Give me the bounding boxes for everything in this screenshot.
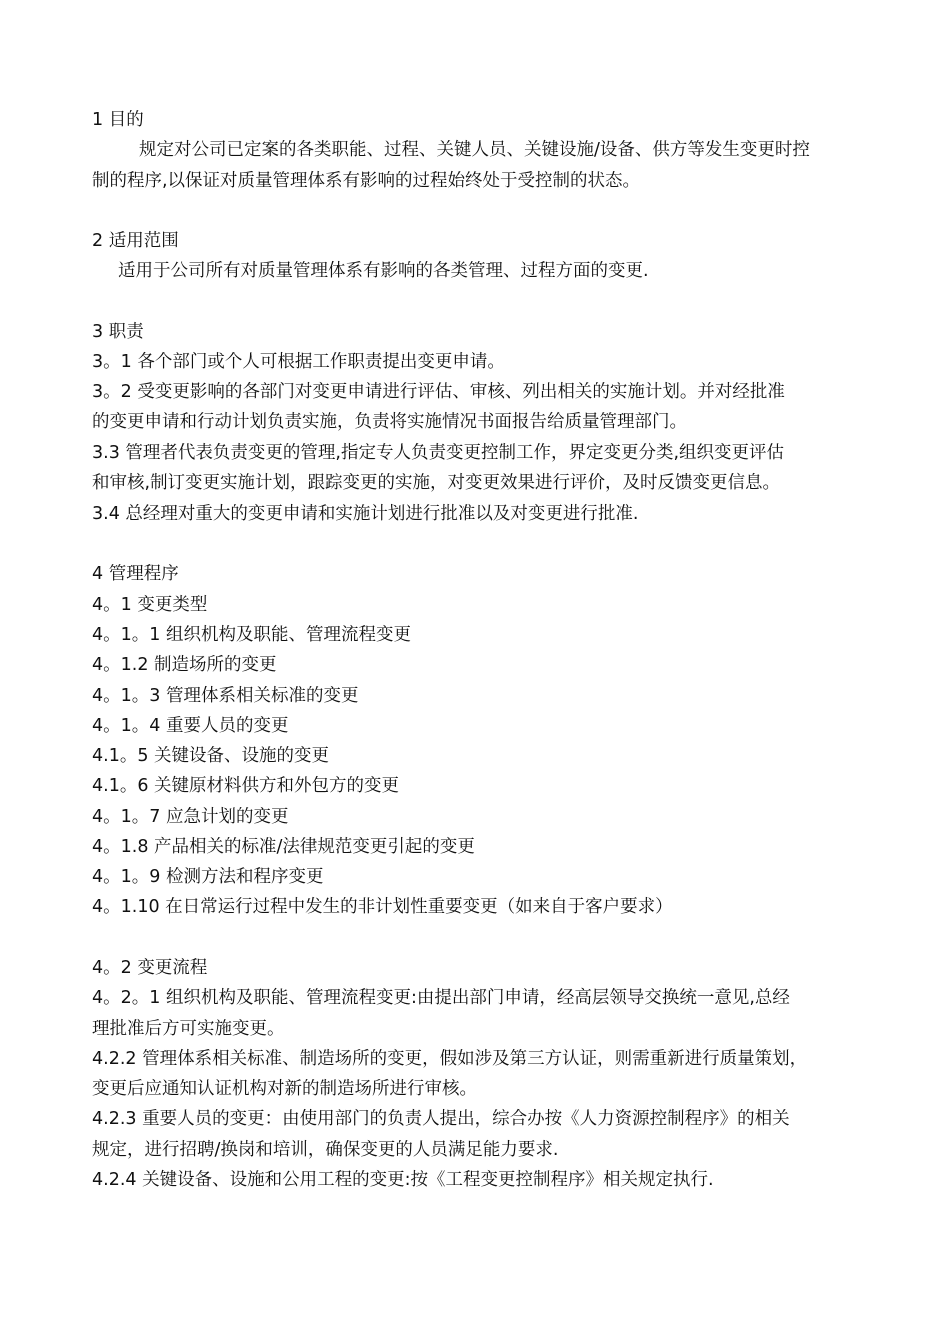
section-1-heading: 1 目的 [92,110,144,130]
section-3-text-line: 3.3 管理者代表负责变更的管理,指定专人负责变更控制工作，界定变更分类,组织变更评估 [92,443,785,463]
section-3-text-line: 3.4 总经理对重大的变更申请和实施计划进行批准以及对变更进行批准. [92,504,639,524]
section-4-text-line: 4。1.2 制造场所的变更 [92,655,277,675]
section-4-text-line: 4。1。4 重要人员的变更 [92,716,289,736]
section-3-text-line: 3。2 受变更影响的各部门对变更申请进行评估、审核、列出相关的实施计划。并对经批准 [92,382,785,402]
section-4-text-line: 4.1。6 关键原材料供方和外包方的变更 [92,776,400,796]
section-3-text-line: 3。1 各个部门或个人可根据工作职责提出变更申请。 [92,352,505,372]
section-2-heading: 2 适用范围 [92,231,179,251]
section-2-text-line: 适用于公司所有对质量管理体系有影响的各类管理、过程方面的变更. [118,261,649,281]
section-4-text-line: 4。1。3 管理体系相关标准的变更 [92,686,359,706]
section-4-2-heading: 4。2 变更流程 [92,958,208,978]
section-4-2-text-line: 4。2。1 组织机构及职能、管理流程变更:由提出部门申请，经高层领导交换统一意见,总经 [92,988,790,1008]
section-1-text-line: 制的程序,以保证对质量管理体系有影响的过程始终处于受控制的状态。 [92,171,641,191]
section-4-1-heading: 4。1 变更类型 [92,595,208,615]
section-4-text-line: 4。1.10 在日常运行过程中发生的非计划性重要变更（如来自于客户要求） [92,897,673,917]
section-3-text-line: 的变更申请和行动计划负责实施，负责将实施情况书面报告给质量管理部门。 [92,412,687,432]
section-3-heading: 3 职责 [92,322,144,342]
section-4-heading: 4 管理程序 [92,564,179,584]
section-4-text-line: 4。1。7 应急计划的变更 [92,807,289,827]
section-3-text-line: 和审核,制订变更实施计划，跟踪变更的实施，对变更效果进行评价，及时反馈变更信息。 [92,473,781,493]
section-4-2-text-line: 变更后应通知认证机构对新的制造场所进行审核。 [92,1079,477,1099]
section-4-text-line: 4。1。1 组织机构及职能、管理流程变更 [92,625,411,645]
section-4-2-text-line: 4.2.4 关键设备、设施和公用工程的变更:按《工程变更控制程序》相关规定执行. [92,1170,714,1190]
section-4-2-text-line: 规定，进行招聘/换岗和培训，确保变更的人员满足能力要求. [92,1140,559,1160]
section-1-text-line: 规定对公司已定案的各类职能、过程、关键人员、关键设施/设备、供方等发生变更时控 [139,140,810,160]
section-4-text-line: 4。1。9 检测方法和程序变更 [92,867,324,887]
section-4-2-text-line: 理批准后方可实施变更。 [92,1019,285,1039]
section-4-text-line: 4。1.8 产品相关的标准/法律规范变更引起的变更 [92,837,475,857]
section-4-2-text-line: 4.2.3 重要人员的变更：由使用部门的负责人提出，综合办按《人力资源控制程序》的相关 [92,1109,790,1129]
section-4-text-line: 4.1。5 关键设备、设施的变更 [92,746,330,766]
section-4-2-text-line: 4.2.2 管理体系相关标准、制造场所的变更，假如涉及第三方认证，则需重新进行质量策划， [92,1049,808,1069]
